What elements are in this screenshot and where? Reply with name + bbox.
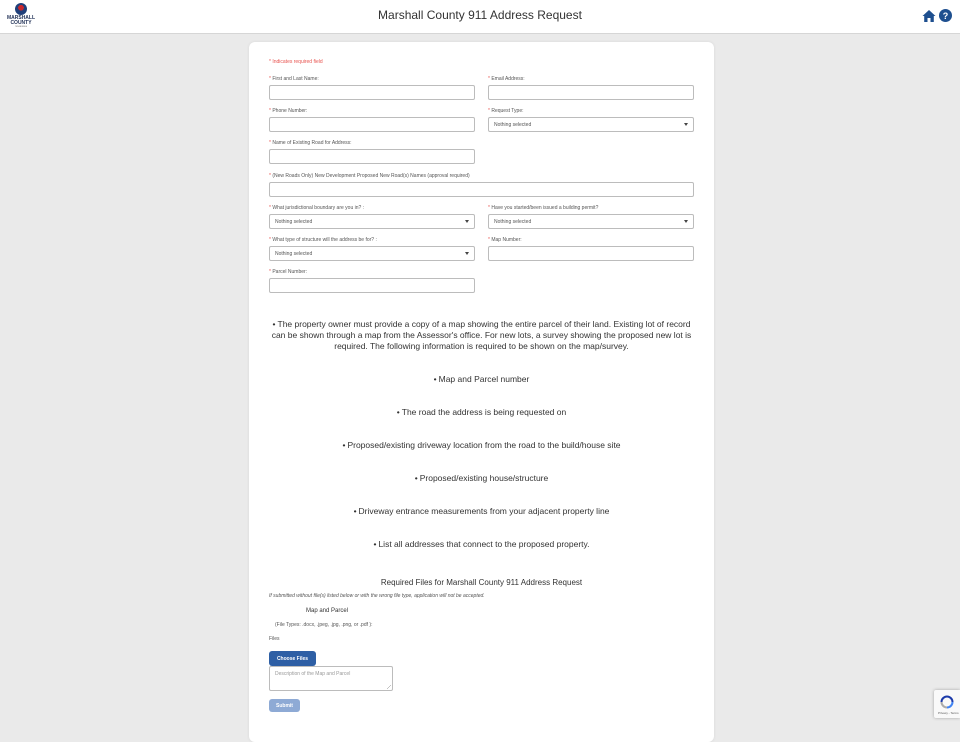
structure-label: * What type of structure will the address be for? : bbox=[269, 237, 377, 243]
name-label: * First and Last Name: bbox=[269, 76, 319, 82]
requirement-item: • Driveway entrance measurements from your adjacent property line bbox=[353, 506, 610, 516]
phone-label: * Phone Number: bbox=[269, 108, 308, 114]
required-files-note: If submitted without file(s) listed below or with the wrong file type, application will not be accepted. bbox=[269, 593, 485, 599]
structure-value: Nothing selected bbox=[275, 251, 313, 257]
email-input[interactable] bbox=[488, 85, 694, 100]
new-roads-label: * (New Roads Only) New Development Proposed New Road(s) Names (approval required) bbox=[269, 173, 470, 179]
new-roads-input[interactable] bbox=[269, 182, 694, 197]
allowed-file-types: (File Types: .docx, .jpeg, .jpg, .png, or .pdf ): bbox=[275, 622, 373, 628]
logo-text-line3: TENNESSEE bbox=[14, 26, 28, 28]
resize-handle-icon[interactable] bbox=[387, 685, 391, 689]
map-requirements-paragraph: • The property owner must provide a copy of a map showing the entire parcel of their land. Existing lot of record can be shown through a map from the Assessor's office. For new lots, a survey showing the proposed new lot is required. The following information is required to be shown on the map/survey. bbox=[271, 319, 692, 351]
requirement-item: • Proposed/existing house/structure bbox=[414, 473, 549, 483]
request-type-label: * Request Type: bbox=[488, 108, 524, 114]
boundary-label: * What jurisdictional boundary are you in? : bbox=[269, 205, 365, 211]
permit-label: * Have you started/been issued a building permit? bbox=[488, 205, 599, 211]
existing-road-input[interactable] bbox=[269, 149, 475, 164]
recaptcha-terms[interactable]: Privacy - Terms bbox=[938, 711, 959, 715]
map-number-label: * Map Number: bbox=[488, 237, 522, 243]
existing-road-label: * Name of Existing Road for Address: bbox=[269, 140, 352, 146]
permit-value: Nothing selected bbox=[494, 219, 532, 225]
required-files-heading: Required Files for Marshall County 911 Address Request bbox=[380, 578, 583, 587]
requirement-item: • Map and Parcel number bbox=[433, 374, 530, 384]
top-bar bbox=[0, 0, 960, 34]
requirement-item: • The road the address is being requested on bbox=[396, 407, 567, 417]
parcel-number-label: * Parcel Number: bbox=[269, 269, 308, 275]
chevron-down-icon bbox=[684, 123, 688, 126]
permit-select[interactable] bbox=[488, 214, 694, 229]
request-type-select[interactable] bbox=[488, 117, 694, 132]
request-type-value: Nothing selected bbox=[494, 122, 532, 128]
structure-select[interactable] bbox=[269, 246, 475, 261]
submit-button[interactable]: Submit bbox=[269, 699, 300, 712]
recaptcha-icon bbox=[940, 695, 954, 709]
file-description-textarea[interactable] bbox=[269, 666, 393, 691]
page-title: Marshall County 911 Address Request bbox=[378, 8, 582, 22]
logo-text-line1: MARSHALL bbox=[6, 15, 36, 21]
map-parcel-section-title: Map and Parcel bbox=[306, 608, 349, 614]
home-icon[interactable] bbox=[922, 9, 936, 23]
boundary-select[interactable] bbox=[269, 214, 475, 229]
help-icon[interactable] bbox=[939, 9, 952, 22]
recaptcha-badge[interactable] bbox=[934, 690, 960, 718]
parcel-number-input[interactable] bbox=[269, 278, 475, 293]
email-label: * Email Address: bbox=[488, 76, 525, 82]
file-description-placeholder: Description of the Map and Parcel bbox=[275, 671, 351, 677]
chevron-down-icon bbox=[465, 252, 469, 255]
logo-text-line2: COUNTY bbox=[10, 20, 32, 26]
map-number-input[interactable] bbox=[488, 246, 694, 261]
boundary-value: Nothing selected bbox=[275, 219, 313, 225]
choose-files-button[interactable]: Choose Files bbox=[269, 651, 316, 666]
requirement-item: • Proposed/existing driveway location from the road to the build/house site bbox=[342, 440, 621, 450]
required-field-note: * Indicates required field bbox=[269, 59, 323, 65]
requirement-item: • List all addresses that connect to the proposed property. bbox=[373, 539, 590, 549]
name-input[interactable] bbox=[269, 85, 475, 100]
files-label: Files bbox=[269, 636, 280, 642]
phone-input[interactable] bbox=[269, 117, 475, 132]
request-form-panel bbox=[249, 42, 714, 742]
svg-text:?: ? bbox=[942, 10, 949, 21]
chevron-down-icon bbox=[465, 220, 469, 223]
chevron-down-icon bbox=[684, 220, 688, 223]
